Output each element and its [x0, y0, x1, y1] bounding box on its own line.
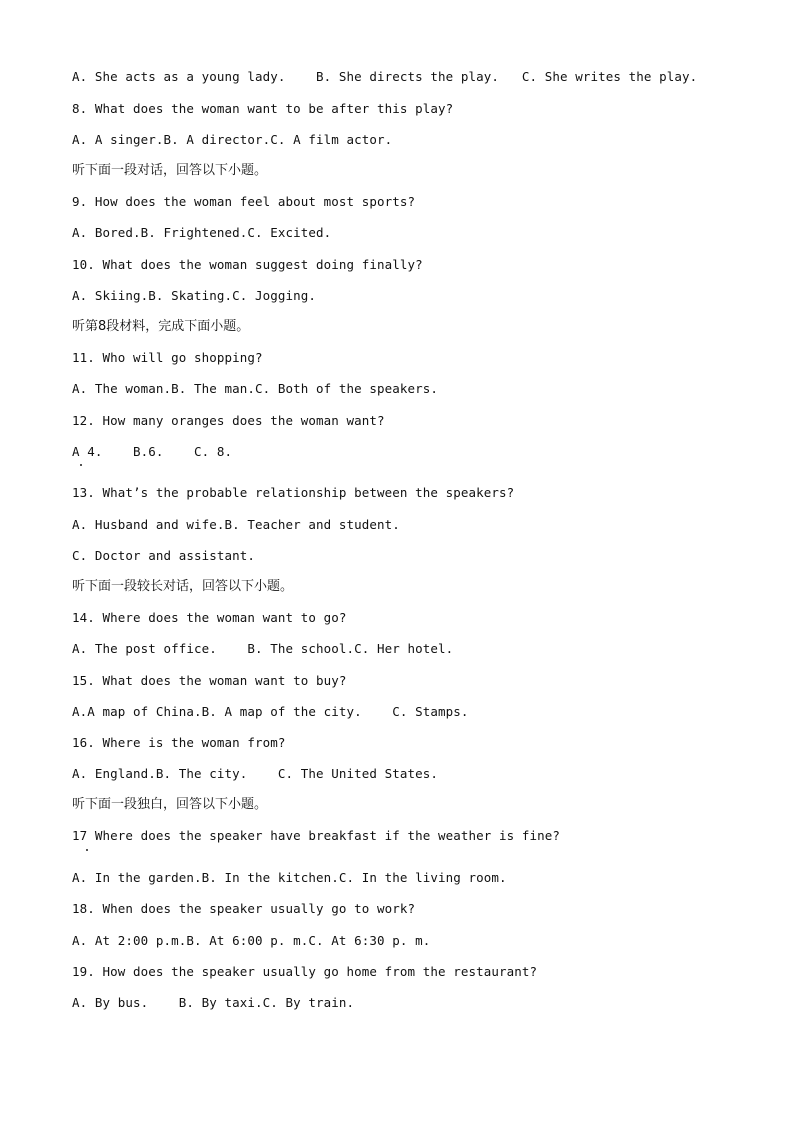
options-line-12: A 4. B.6. C. 8. [72, 444, 233, 459]
question-19: 19. How does the speaker usually go home from the restaurant? [72, 964, 538, 979]
options-line-8: A. A singer.B. A director.C. A film actor. [72, 132, 393, 147]
question-18: 18. When does the speaker usually go to work? [72, 901, 416, 916]
section-heading: 听第8段材料，完成下面小题。 [72, 319, 250, 334]
stray-mark [86, 849, 88, 851]
question-13: 13. What’s the probable relationship between the speakers? [72, 485, 515, 500]
question-17: 17 Where does the speaker have breakfast if the weather is fine? [72, 828, 561, 843]
question-11: 11. Who will go shopping? [72, 350, 263, 365]
options-line-18: A. At 2:00 p.m.B. At 6:00 p. m.C. At 6:30 p. m. [72, 933, 431, 948]
question-14: 14. Where does the woman want to go? [72, 610, 347, 625]
question-15: 15. What does the woman want to buy? [72, 673, 347, 688]
options-line-7: A. She acts as a young lady. B. She directs the play. C. She writes the play. [72, 69, 698, 84]
question-8: 8. What does the woman want to be after this play? [72, 101, 454, 116]
options-line-19: A. By bus. B. By taxi.C. By train. [72, 995, 355, 1010]
question-12: 12. How many oranges does the woman want? [72, 413, 385, 428]
options-line-13b: C. Doctor and assistant. [72, 548, 256, 563]
options-line-17: A. In the garden.B. In the kitchen.C. In the living room. [72, 870, 507, 885]
question-9: 9. How does the woman feel about most sports? [72, 194, 416, 209]
options-line-13a: A. Husband and wife.B. Teacher and student. [72, 517, 400, 532]
options-line-10: A. Skiing.B. Skating.C. Jogging. [72, 288, 317, 303]
section-heading: 听下面一段较长对话，回答以下小题。 [72, 579, 294, 594]
question-16: 16. Where is the woman from? [72, 735, 286, 750]
options-line-15: A.A map of China.B. A map of the city. C. Stamps. [72, 704, 469, 719]
options-line-16: A. England.B. The city. C. The United States. [72, 766, 439, 781]
question-10: 10. What does the woman suggest doing finally? [72, 257, 423, 272]
section-heading: 听下面一段对话，回答以下小题。 [72, 163, 268, 178]
options-line-9: A. Bored.B. Frightened.C. Excited. [72, 225, 332, 240]
options-line-11: A. The woman.B. The man.C. Both of the speakers. [72, 381, 439, 396]
options-line-14: A. The post office. B. The school.C. Her hotel. [72, 641, 454, 656]
section-heading: 听下面一段独白，回答以下小题。 [72, 797, 268, 812]
stray-mark [80, 464, 82, 466]
